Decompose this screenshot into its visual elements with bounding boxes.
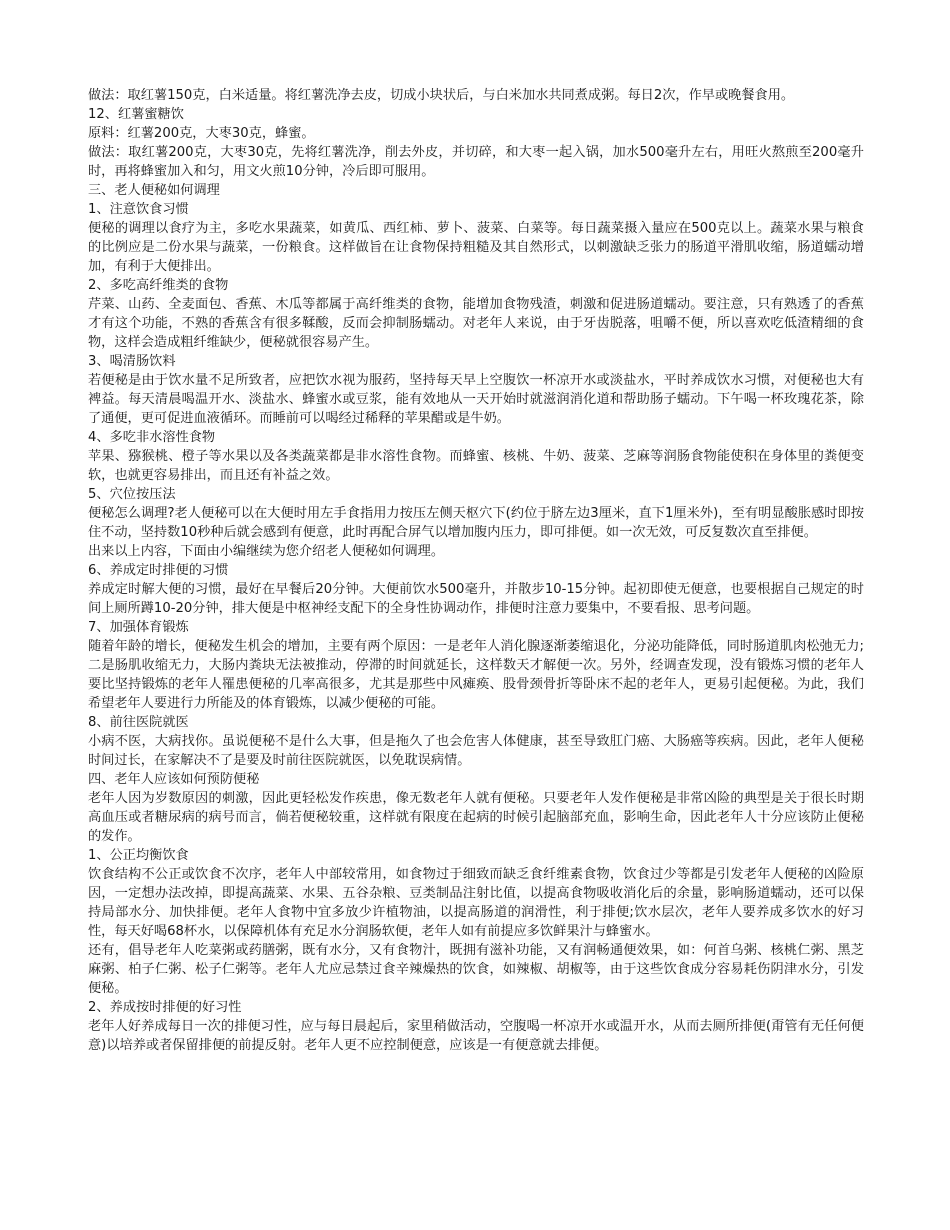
section-heading-4: 四、老年人应该如何预防便秘 — [88, 772, 260, 787]
paragraph: 饮食结构不公正或饮食不次序，老年人中部较常用，如食物过于细致而缺乏食纤维素食物，饮食过少等都是引发老年人便秘的凶险原因，一定想办法改掉，即提高蔬菜、水果、五谷杂粮、豆类制品注射比值，以提高食物吸收消化后的余量，影响肠道蠕动，还可以保持局部水分、加快排便。老年人食物中宜多放少许植物油，以提高肠道的润滑性，利于排便;饮水层次，老年人要养成多饮水的好习性，每天好喝68杯水，以保障机体有充足水分润肠软便，老年人如有前提应多饮鲜果汁与蜂蜜水。 — [88, 867, 864, 939]
subheading: 6、养成定时排便的习惯 — [88, 563, 229, 578]
paragraph: 芹菜、山药、全麦面包、香蕉、木瓜等都属于高纤维类的食物，能增加食物残渣，刺激和促进肠道蠕动。要注意，只有熟透了的香蕉才有这个功能，不熟的香蕉含有很多鞣酸，反而会抑制肠蠕动。对老年人来说，由于牙齿脱落，咀嚼不便，所以喜欢吃低渣精细的食物，这样会造成粗纤维缺少，便秘就很容易产生。 — [88, 297, 864, 350]
paragraph-method: 做法：取红薯150克，白米适量。将红薯洗净去皮，切成小块状后，与白米加水共同煮成粥。每日2次，作早或晚餐食用。 — [88, 88, 795, 103]
paragraph: 养成定时解大便的习惯，最好在早餐后20分钟。大便前饮水500毫升，并散步10-15分钟。起初即使无便意，也要根据自己规定的时间上厕所蹲10-20分钟，排大便是中枢神经支配下的全身性协调动作，排便时注意力要集中，不要看报、思考问题。 — [88, 582, 864, 616]
paragraph: 出来以上内容，下面由小编继续为您介绍老人便秘如何调理。 — [88, 544, 445, 559]
subheading: 2、养成按时排便的好习性 — [88, 1000, 242, 1015]
paragraph: 小病不医，大病找你。虽说便秘不是什么大事，但是拖久了也会危害人体健康，甚至导致肛门癌、大肠癌等疾病。因此，老年人便秘时间过长，在家解决不了是要及时前往医院就医，以免耽误病情。 — [88, 734, 864, 768]
paragraph-method: 做法：取红薯200克，大枣30克，先将红薯洗净，削去外皮，并切碎，和大枣一起入锅，加水500毫升左右，用旺火熬煎至200毫升时，再将蜂蜜加入和匀，用文火煎10分钟，冷后即可服用。 — [88, 145, 864, 179]
document-body — [88, 86, 864, 1055]
subheading: 2、多吃高纤维类的食物 — [88, 278, 229, 293]
paragraph-ingredients: 原料：红薯200克，大枣30克，蜂蜜。 — [88, 126, 315, 141]
paragraph: 便秘的调理以食疗为主，多吃水果蔬菜，如黄瓜、西红柿、萝卜、菠菜、白菜等。每日蔬菜摄入量应在500克以上。蔬菜水果与粮食的比例应是二份水果与蔬菜，一份粮食。这样做旨在让食物保持粗糙及其自然形式，以刺激缺乏张力的肠道平滑肌收缩，肠道蠕动增加，有利于大便排出。 — [88, 221, 864, 274]
subheading: 7、加强体育锻炼 — [88, 620, 189, 635]
heading-recipe-12: 12、红薯蜜糖饮 — [88, 107, 184, 122]
paragraph: 便秘怎么调理?老人便秘可以在大便时用左手食指用力按压左侧天枢穴下(约位于脐左边3厘米，直下1厘米外)，至有明显酸胀感时即按住不动，坚持数10秒种后就会感到有便意，此时再配合屏气以增加腹内压力，即可排便。如一次无效，可反复数次直至排便。 — [88, 506, 864, 540]
paragraph: 若便秘是由于饮水量不足所致者，应把饮水视为服药，坚持每天早上空腹饮一杯凉开水或淡盐水，平时养成饮水习惯，对便秘也大有裨益。每天清晨喝温开水、淡盐水、蜂蜜水或豆浆，能有效地从一天开始时就滋润消化道和帮助肠子蠕动。下午喝一杯玫瑰花茶，除了通便，更可促进血液循环。而睡前可以喝经过稀释的苹果醋或是牛奶。 — [88, 373, 864, 426]
paragraph: 老年人好养成每日一次的排便习性，应与每日晨起后，家里稍做活动，空腹喝一杯凉开水或温开水，从而去厕所排便(甭管有无任何便意)以培养或者保留排便的前提反射。老年人更不应控制便意，应该是一有便意就去排便。 — [88, 1019, 864, 1053]
section-heading-3: 三、老人便秘如何调理 — [88, 183, 220, 198]
subheading: 5、穴位按压法 — [88, 487, 176, 502]
paragraph: 随着年龄的增长，便秘发生机会的增加，主要有两个原因：一是老年人消化腺逐渐萎缩退化，分泌功能降低，同时肠道肌肉松弛无力;二是肠肌收缩无力，大肠内粪块无法被推动，停滞的时间就延长，这样数天才解便一次。另外，经调查发现，没有锻炼习惯的老年人要比坚持锻炼的老年人罹患便秘的几率高很多，尤其是那些中风瘫痪、股骨颈骨折等卧床不起的老年人，更易引起便秘。为此，我们希望老年人要进行力所能及的体育锻炼，以减少便秘的可能。 — [88, 639, 864, 711]
subheading: 1、注意饮食习惯 — [88, 202, 189, 217]
paragraph: 老年人因为岁数原因的刺激，因此更轻松发作疾患，像无数老年人就有便秘。只要老年人发作便秘是非常凶险的典型是关于很长时期高血压或者糖尿病的病号而言，倘若便秘较重，这样就有限度在起病的时候引起脑部充血，影响生命，因此老年人十分应该防止便秘的发作。 — [88, 791, 864, 844]
subheading: 4、多吃非水溶性食物 — [88, 430, 216, 445]
subheading: 8、前往医院就医 — [88, 715, 189, 730]
subheading: 3、喝清肠饮料 — [88, 354, 176, 369]
paragraph: 还有，倡导老年人吃菜粥或药膳粥，既有水分，又有食物汁，既拥有滋补功能，又有润畅通便效果，如：何首乌粥、核桃仁粥、黑芝麻粥、柏子仁粥、松子仁粥等。老年人尤应忌禁过食辛辣燥热的饮食，如辣椒、胡椒等，由于这些饮食成分容易耗伤阴津水分，引发便秘。 — [88, 943, 864, 996]
paragraph: 苹果、猕猴桃、橙子等水果以及各类蔬菜都是非水溶性食物。而蜂蜜、核桃、牛奶、菠菜、芝麻等润肠食物能使积在身体里的粪便变软，也就更容易排出，而且还有补益之效。 — [88, 449, 864, 483]
subheading: 1、公正均衡饮食 — [88, 848, 189, 863]
